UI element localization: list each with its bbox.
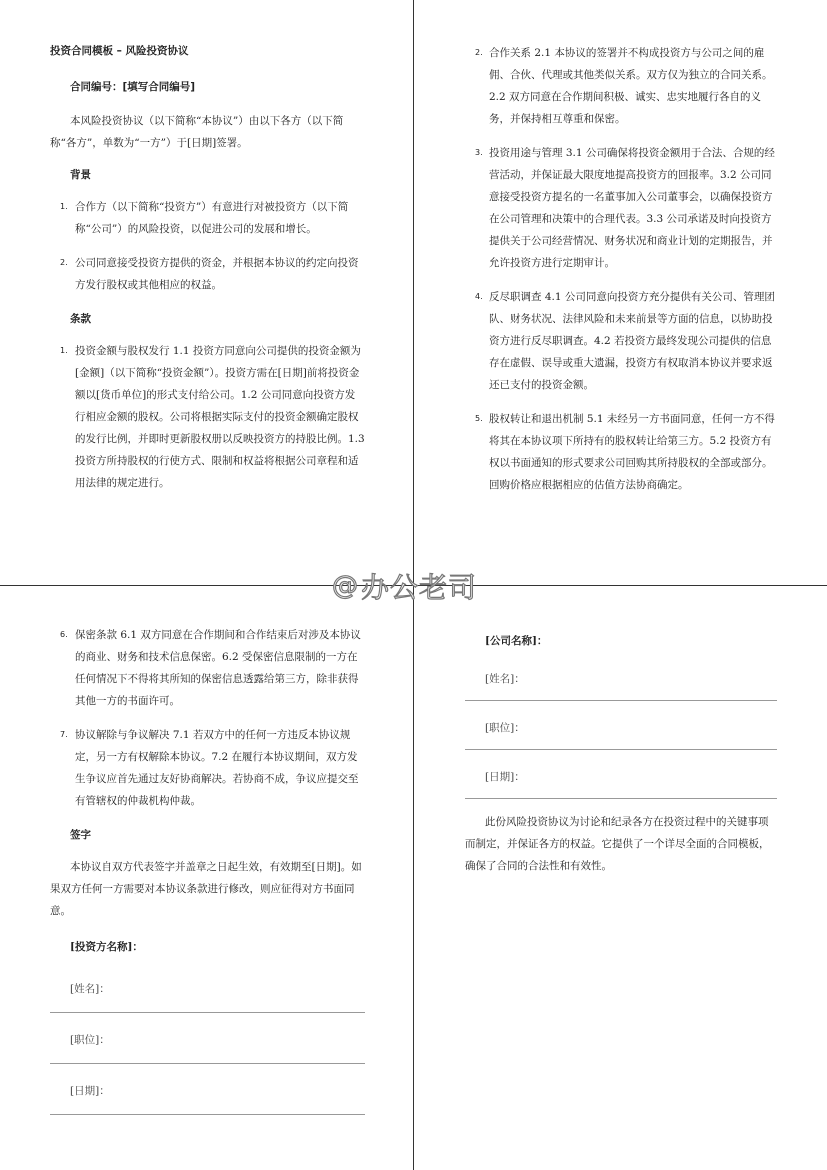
terms-heading: 条款 bbox=[70, 313, 91, 325]
company-date-field: [日期]： bbox=[465, 760, 777, 799]
list-item: 1. 合作方（以下简称“投资方”）有意进行对被投资方（以下简称“公司”）的风险投资，以促进公司的发展和增长。 bbox=[60, 201, 349, 235]
watermark-text: 办公老司 bbox=[361, 571, 478, 604]
signature-heading: 签字 bbox=[70, 829, 91, 841]
intro-paragraph: 本风险投资协议（以下简称“本协议”）由以下各方（以下简称“各方”，单数为“一方”）于[日期]签署。 bbox=[50, 115, 344, 149]
contract-number: 合同编号：[填写合同编号] bbox=[70, 81, 196, 93]
terms-list-continued bbox=[475, 42, 780, 496]
list-item: 2. 公司同意接受投资方提供的资金，并根据本协议的约定向投资方发行股权或其他相应的权益。 bbox=[60, 257, 359, 291]
watermark-at-symbol: @ bbox=[332, 571, 359, 601]
signature-paragraph: 本协议自双方代表签字并盖章之日起生效，有效期至[日期]。如果双方任何一方需要对本协议条款进行修改，则应征得对方书面同意。 bbox=[50, 861, 362, 917]
list-item: 2. 合作关系 2.1 本协议的签署并不构成投资方与公司之间的雇佣、合伙、代理或其他类似关系。双方仅为独立的合同关系。2.2 双方同意在合作期间积极、诚实、忠实地履行各自的义务，并保持相互尊重和保密。 bbox=[475, 47, 773, 125]
terms-list bbox=[50, 340, 365, 494]
list-item: 3. 投资用途与管理 3.1 公司确保将投资金额用于合法、合规的经营活动，并保证最大限度地提高投资方的回报率。3.2 公司同意接受投资方提名的一名董事加入公司董事会，以确保投资方在公司管理和决策中的合理代表。3.3 公司承诺及时向投资方提供关于公司经营情况、财务状况和商业计划的定期报告，并允许投资方进行定期审计。 bbox=[475, 147, 775, 269]
list-item: 5. 股权转让和退出机制 5.1 未经另一方书面同意，任何一方不得将其在本协议项下所持有的股权转让给第三方。5.2 投资方有权以书面通知的形式要求公司回购其所持股权的全部或部分。回购价格应根据相应的估值方法协商确定。 bbox=[475, 413, 775, 491]
page-bottom-right bbox=[465, 630, 777, 877]
background-heading: 背景 bbox=[70, 169, 91, 181]
page-bottom-left bbox=[50, 624, 365, 1125]
company-signer-name-field: [姓名]： bbox=[465, 662, 777, 701]
page-top-left bbox=[50, 40, 365, 506]
list-item: 7. 协议解除与争议解决 7.1 若双方中的任何一方违反本协议规定，另一方有权解除本协议。7.2 在履行本协议期间，双方发生争议应首先通过友好协商解决。若协商不成，争议应提交至有管辖权的仲裁机构仲裁。 bbox=[60, 729, 359, 807]
investor-position-field: [职位]： bbox=[50, 1023, 365, 1064]
background-list bbox=[50, 196, 365, 296]
document-title: 投资合同模板 – 风险投资协议 bbox=[50, 45, 189, 57]
list-item: 4. 反尽职调查 4.1 公司同意向投资方充分提供有关公司、管理团队、财务状况、法律风险和未来前景等方面的信息，以协助投资方进行反尽职调查。4.2 若投资方最终发现公司提供的信息存在虚假、误导或重大遗漏，投资方有权取消本协议并要求返还已支付的投资金额。 bbox=[475, 291, 775, 391]
investor-date-field: [日期]： bbox=[50, 1074, 365, 1115]
list-item: 1. 投资金额与股权发行 1.1 投资方同意向公司提供的投资金额为[金额]（以下简称“投资金额”）。投资方需在[日期]前将投资金额以[货币单位]的形式支付给公司。1.2 公司同意向投资方发行相应金额的股权。公司将根据实际支付的投资金额确定股权的发行比例，并即时更新股权册以反映投资方的持股比例。1.3 投资方所持股权的行使方式、限制和权益将根据公司章程和适用法律的规定进行。 bbox=[60, 345, 365, 489]
investor-name-label: [投资方名称]： bbox=[70, 941, 143, 953]
list-item: 6. 保密条款 6.1 双方同意在合作期间和合作结束后对涉及本协议的商业、财务和技术信息保密。6.2 受保密信息限制的一方在任何情况下不得将其所知的保密信息透露给第三方，除非获得其他一方的书面许可。 bbox=[60, 629, 361, 707]
company-name-label: [公司名称]： bbox=[485, 635, 548, 647]
investor-signer-name-field: [姓名]： bbox=[50, 972, 365, 1013]
company-position-field: [职位]： bbox=[465, 711, 777, 750]
watermark-logo bbox=[332, 566, 502, 606]
page-top-right bbox=[475, 42, 780, 508]
terms-list-continued bbox=[50, 624, 365, 812]
closing-paragraph: 此份风险投资协议为讨论和纪录各方在投资过程中的关键事项而制定，并保证各方的权益。它提供了一个详尽全面的合同模板，确保了合同的合法性和有效性。 bbox=[465, 816, 770, 872]
